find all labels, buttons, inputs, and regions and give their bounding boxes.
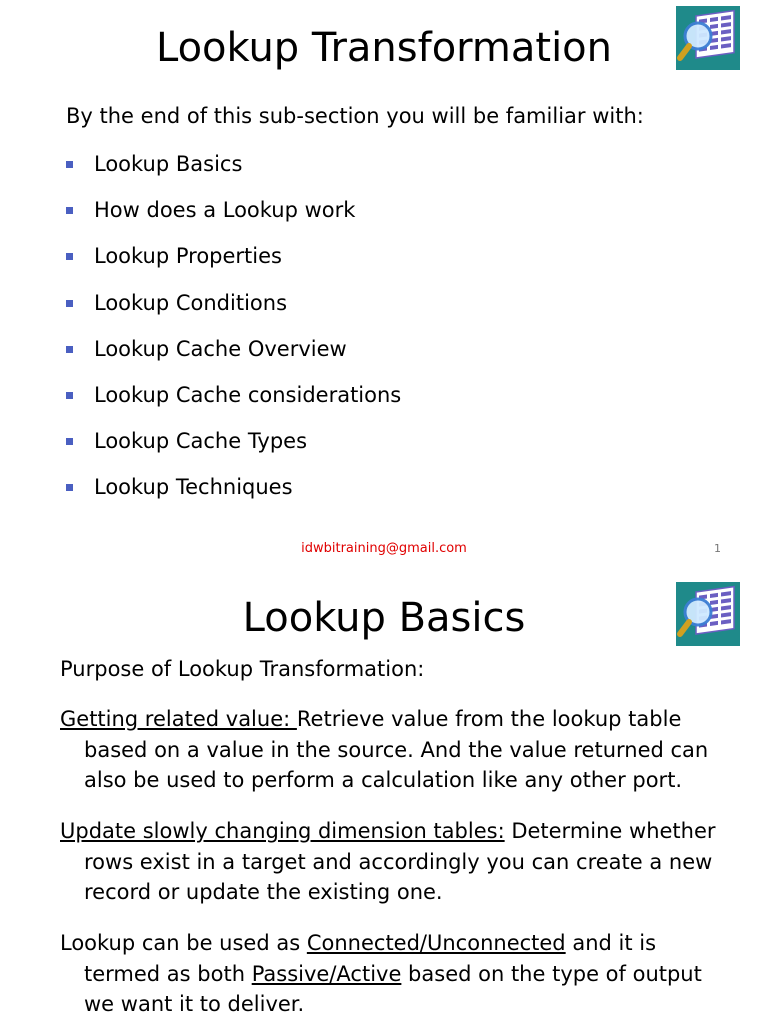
footer-email: idwbitraining@gmail.com [301,541,467,556]
list-item [66,150,401,196]
list-item-label: Lookup Cache Types [94,429,308,454]
passive-active-label: Passive/Active [251,961,402,986]
list-item-label: Lookup Conditions [94,290,288,315]
purpose-heading: Purpose of Lookup Transformation: [60,657,425,681]
bullet-square-icon [66,346,73,353]
slide-title: Lookup Transformation [155,25,612,71]
getting-related-value-paragraph [60,704,720,796]
slide-2 [0,570,768,1024]
update-scd-paragraph [60,816,720,908]
lookup-table-magnifier-icon [676,6,740,70]
list-item [66,242,401,288]
update-scd-text: Determine whether rows exist in a target and accordingly you can create a new record or update the existing one. [84,819,716,904]
bullet-square-icon [66,253,73,260]
slide-title: Lookup Basics [242,595,526,641]
list-item-label: Lookup Properties [94,244,282,269]
list-item [66,335,401,381]
intro-text: By the end of this sub-section you will be familiar with: [66,104,644,128]
topic-list [66,150,401,520]
list-item-label: Lookup Techniques [94,475,293,500]
list-item [66,473,401,519]
list-item-label: Lookup Cache considerations [94,382,402,407]
update-scd-label: Update slowly changing dimension tables: [60,819,505,843]
bullet-square-icon [66,438,73,445]
bullet-square-icon [66,300,73,307]
list-item [66,427,401,473]
list-item-label: Lookup Basics [94,152,243,176]
bullet-square-icon [66,161,73,168]
lookup-table-magnifier-icon [676,582,740,646]
bullet-square-icon [66,484,73,491]
bullet-square-icon [66,207,73,214]
bullet-square-icon [66,392,73,399]
conn-prefix: Lookup can be used as [60,931,307,955]
list-item-label: How does a Lookup work [94,198,356,223]
list-item-label: Lookup Cache Overview [94,336,347,361]
getting-related-value-text: Retrieve value from the lookup table based on a value in the source. And the value returned can also be used to perform a calculation like any other port. [84,707,709,792]
list-item [66,381,401,427]
page-number: 1 [714,542,721,555]
conn-suffix: based on the type of output we want it to deliver. [84,961,702,1016]
conn-middle: and it is termed as both [84,931,657,986]
connected-unconnected-paragraph [60,928,720,1020]
list-item [66,289,401,335]
getting-related-value-label: Getting related value: [60,707,297,731]
connected-unconnected-label: Connected/Unconnected [306,931,566,955]
list-item [66,196,401,242]
